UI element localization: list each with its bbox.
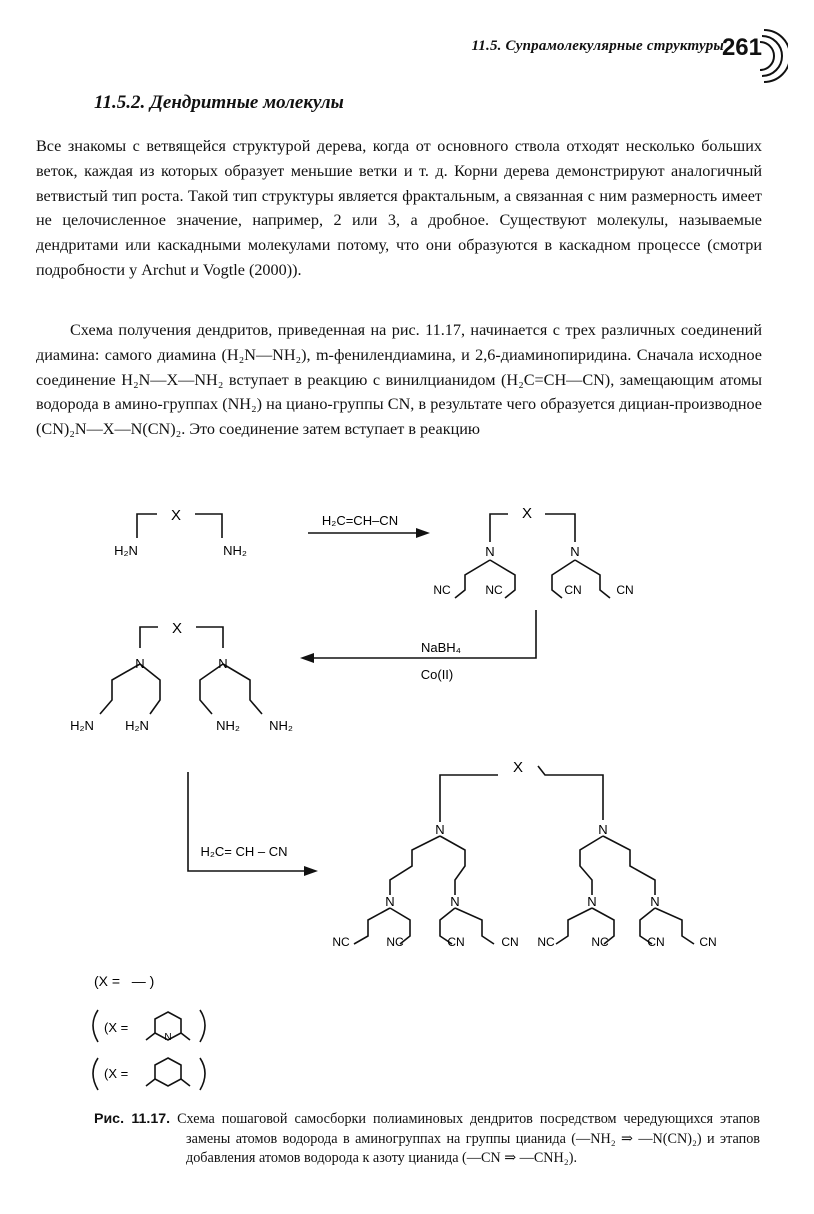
nitrile-label: NC xyxy=(386,935,404,949)
reagent-nabh4: NaBH₄ xyxy=(421,640,461,655)
nitrogen-label: N xyxy=(135,656,145,671)
nitrile-label: CN xyxy=(616,583,634,597)
pyridine-nitrogen-label: N xyxy=(164,1032,172,1043)
nitrogen-label: N xyxy=(485,544,495,559)
nitrile-label: CN xyxy=(564,583,582,597)
nitrile-label: CN xyxy=(699,935,717,949)
running-title: 11.5. Супрамолекулярные структуры xyxy=(471,38,724,54)
reagent-acrylonitrile: H₂C= CH – CN xyxy=(200,844,288,859)
legend-x-bond: (X = — ) xyxy=(94,973,155,989)
page-number: 261 xyxy=(721,34,762,61)
x-label: X xyxy=(170,507,182,524)
nitrile-label: NC xyxy=(591,935,609,949)
nitrile-label: CN xyxy=(647,935,665,949)
caption-label: Рис. 11.17. xyxy=(94,1111,171,1127)
legend-x-pyridine: (X = xyxy=(104,1020,129,1035)
nitrile-label: CN xyxy=(501,935,519,949)
amine-label: H₂N xyxy=(70,718,94,733)
reagent-acrylonitrile: H₂C=CH–CN xyxy=(321,513,399,528)
nitrogen-label: N xyxy=(598,822,608,837)
figure-caption xyxy=(94,1110,760,1169)
amine-label: H₂N xyxy=(114,543,138,558)
nitrogen-label: N xyxy=(650,894,660,909)
nitrogen-label: N xyxy=(587,894,597,909)
nitrile-label: NC xyxy=(433,583,451,597)
nitrogen-label: N xyxy=(570,544,580,559)
nitrogen-label: N xyxy=(218,656,228,671)
legend-x-phenylene: (X = xyxy=(104,1066,129,1081)
amine-label: H₂N xyxy=(125,718,149,733)
section-title: 11.5.2. Дендритные молекулы xyxy=(94,92,344,113)
nitrogen-label: N xyxy=(450,894,460,909)
nitrogen-label: N xyxy=(385,894,395,909)
nitrile-label: NC xyxy=(485,583,503,597)
caption-text: Схема пошаговой самосборки полиаминовых дендритов посредством чередующихся этапов замены атомов водорода в аминогруппах на группы цианида (—NH₂ ⇒ —N(CN)₂) и этапов добавления атомов водорода к азоту цианида (—CN ⇒ —CNH₂). xyxy=(177,1111,761,1166)
nitrile-label: NC xyxy=(537,935,555,949)
amine-label: NH₂ xyxy=(223,543,247,558)
nitrogen-label: N xyxy=(435,822,445,837)
amine-label: NH₂ xyxy=(269,718,293,733)
x-label: X xyxy=(171,620,183,637)
paragraph-intro: Все знакомы с ветвящейся структурой дерева, когда от основного ствола отходят несколько больших веток, каждая из которых образует меньшие ветки и т. д. Корни дерева демонстрируют аналогичный ветвистый тип роста. Такой тип структуры является фрактальным, а связанная с ним размерность имеет не целочисленное значение, например, 2 или 3, а дробное. Существуют молекулы, называемые дендритами или каскадными молекулами потому, что они образуются в каскадном процессе (смотри подробности у Archut и Vogtle (2000)). xyxy=(36,137,762,279)
x-label: X xyxy=(521,505,533,522)
paragraph-scheme: Схема получения дендритов, приведенная на рис. 11.17, начинается с трех различных соединений диамина: самого диамина (H₂N—NH₂), m-фенилендиамина, и 2,6-диаминопиридина. Сначала исходное соединение H₂N—X—NH₂ вступает в реакцию с винилцианидом (H₂C=CH—CN), замещающим атомы водорода в амино-группах (NH₂) на циано-группы CN, в результате чего образуется дициан-производное (CN)₂N—X—N(CN)₂. Это соединение затем вступает в реакцию xyxy=(36,321,762,439)
nitrile-label: CN xyxy=(447,935,465,949)
x-label: X xyxy=(512,759,524,776)
nitrile-label: NC xyxy=(332,935,350,949)
amine-label: NH₂ xyxy=(216,718,240,733)
reagent-cobalt: Co(II) xyxy=(420,667,454,682)
